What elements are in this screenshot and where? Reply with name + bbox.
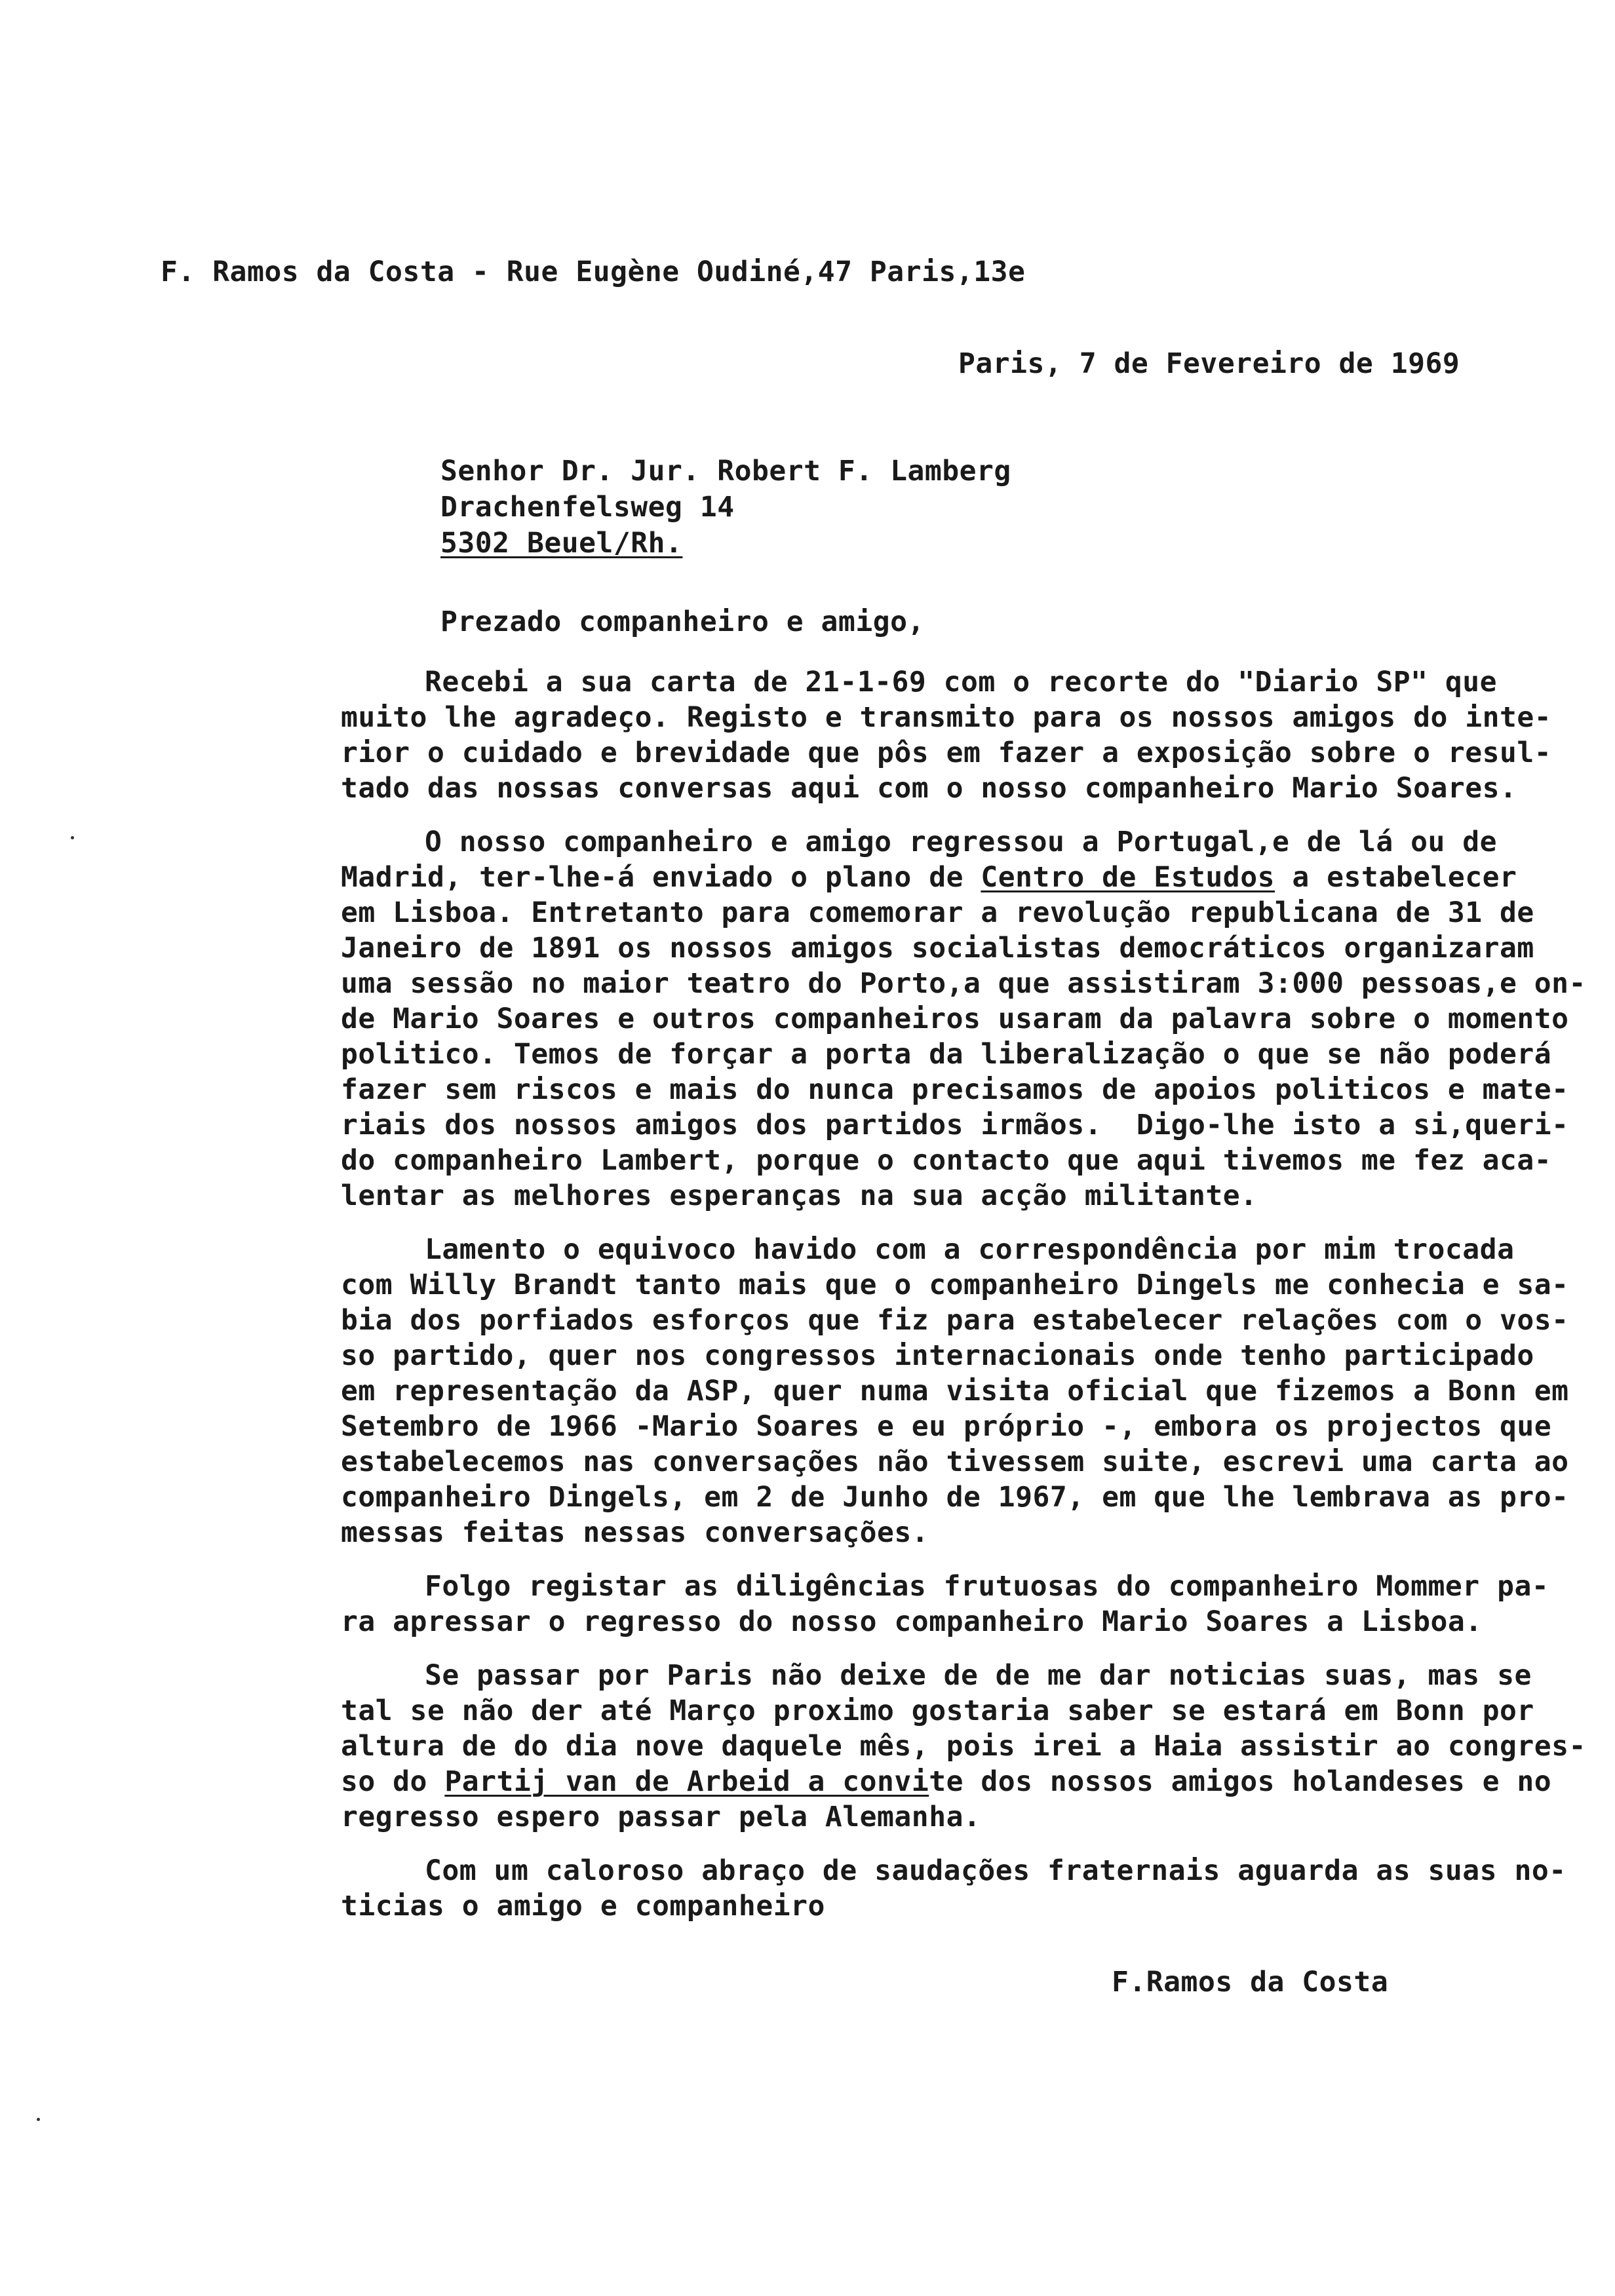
paragraph-line: Folgo registar as diligências frutuosas do companheiro Mommer pa-	[425, 1570, 1549, 1603]
scan-speck	[37, 2118, 40, 2121]
paragraph-line: bia dos porfiados esforços que fiz para estabelecer relações com o vos-	[341, 1304, 1569, 1337]
paragraph-line: O nosso companheiro e amigo regressou a Portugal,e de lá ou de	[425, 826, 1498, 858]
signature: F.Ramos da Costa	[1112, 1966, 1389, 1999]
text-segment: a estabelecer	[1274, 861, 1517, 894]
paragraph-line: uma sessão no maior teatro do Porto,a que assistiram 3:000 pessoas,e on-	[341, 967, 1586, 1000]
paragraph-line: fazer sem riscos e mais do nunca precisamos de apoios politicos e mate-	[341, 1073, 1569, 1106]
paragraph-line: Se passar por Paris não deixe de de me dar noticias suas, mas se	[425, 1659, 1532, 1692]
paragraph-line: companheiro Dingels, em 2 de Junho de 1967, em que lhe lembrava as pro-	[341, 1481, 1569, 1514]
scan-speck	[71, 836, 74, 839]
paragraph-line: Setembro de 1966 -Mario Soares e eu próprio -, embora os projectos que	[341, 1410, 1552, 1443]
paragraph-line: regresso espero passar pela Alemanha.	[341, 1801, 981, 1833]
paragraph-line: tado das nossas conversas aqui com o nosso companheiro Mario Soares.	[341, 772, 1517, 805]
paragraph-line: politico. Temos de forçar a porta da liberalização o que se não poderá	[341, 1038, 1552, 1071]
paragraph-line: rior o cuidado e brevidade que pôs em fazer a exposição sobre o resul-	[341, 737, 1552, 769]
paragraph-line: ticias o amigo e companheiro	[341, 1890, 825, 1923]
paragraph-line: Lamento o equivoco havido com a correspondência por mim trocada	[425, 1233, 1515, 1266]
underlined-centro-de-estudos: Centro de Estudos	[981, 861, 1275, 894]
paragraph-line: lentar as melhores esperanças na sua acção militante.	[341, 1179, 1258, 1212]
paragraph-line: riais dos nossos amigos dos partidos irmãos. Digo-lhe isto a si,queri-	[341, 1109, 1569, 1141]
paragraph-line: Recebi a sua carta de 21-1-69 com o recorte do "Diario SP" que	[425, 666, 1498, 698]
paragraph-line: com Willy Brandt tanto mais que o companheiro Dingels me conhecia e sa-	[341, 1269, 1569, 1301]
salutation: Prezado companheiro e amigo,	[440, 605, 925, 638]
date-line: Paris, 7 de Fevereiro de 1969	[958, 347, 1460, 380]
paragraph-line: so partido, quer nos congressos internacionais onde tenho participado	[341, 1339, 1534, 1372]
paragraph-line: ra apressar o regresso do nosso companheiro Mario Soares a Lisboa.	[341, 1605, 1483, 1638]
recipient-city: 5302 Beuel/Rh.	[440, 527, 683, 560]
paragraph-line: messas feitas nessas conversações.	[341, 1516, 929, 1549]
paragraph-line: do companheiro Lambert, porque o contacto que aqui tivemos me fez aca-	[341, 1144, 1552, 1177]
recipient-name: Senhor Dr. Jur. Robert F. Lamberg	[440, 455, 1011, 488]
letterhead: F. Ramos da Costa - Rue Eugène Oudiné,47 Paris,13e	[161, 256, 1026, 288]
text-segment: te dos nossos amigos holandeses e no	[929, 1765, 1552, 1798]
paragraph-line: de Mario Soares e outros companheiros usaram da palavra sobre o momento	[341, 1003, 1569, 1035]
paragraph-line: tal se não der até Março proximo gostaria saber se estará em Bonn por	[341, 1694, 1534, 1727]
paragraph-line: altura de do dia nove daquele mês, pois irei a Haia assistir ao congres-	[341, 1730, 1586, 1763]
paragraph-line	[341, 860, 1517, 895]
text-segment: Madrid, ter-lhe-á enviado o plano de	[341, 861, 981, 894]
paragraph-line	[341, 1764, 1551, 1799]
paragraph-line: muito lhe agradeço. Registo e transmito para os nossos amigos do inte-	[341, 701, 1552, 734]
paragraph-line: estabelecemos nas conversações não tivessem suite, escrevi uma carta ao	[341, 1445, 1569, 1478]
paragraph-line: em Lisboa. Entretanto para comemorar a revolução republicana de 31 de	[341, 896, 1534, 929]
text-segment: so do	[341, 1765, 445, 1798]
paragraph-line: Janeiro de 1891 os nossos amigos socialistas democráticos organizaram	[341, 932, 1534, 965]
underlined-partij-van-de-arbeid: Partij van de Arbeid a convi	[444, 1765, 929, 1798]
paragraph-line: Com um caloroso abraço de saudações fraternais aguarda as suas no-	[425, 1854, 1566, 1887]
paragraph-line: em representação da ASP, quer numa visita oficial que fizemos a Bonn em	[341, 1375, 1569, 1407]
recipient-street: Drachenfelsweg 14	[440, 491, 735, 524]
